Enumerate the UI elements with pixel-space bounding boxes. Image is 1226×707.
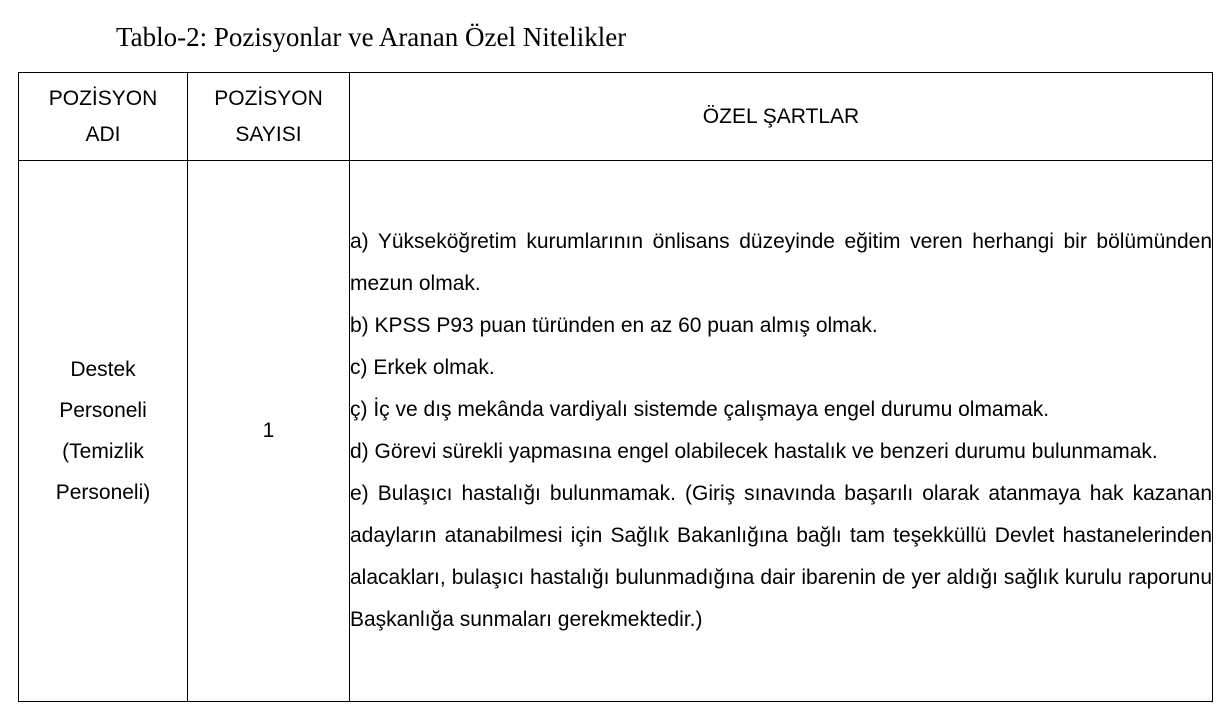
header-position-count-line-2: SAYISI <box>235 122 302 146</box>
requirement-e: e) Bulaşıcı hastalığı bulunmamak. (Giriş sınavında başarılı olarak atanmaya hak kazanan adayların atanabilmesi için Sağlık Bakanlığına bağlı tam teşekküllü Devlet hastanelerinden alacakları, bulaşıcı hastalığı bulunmadığına dair ibarenin de yer aldığı sağlık kurulu raporunu Başkanlığa sunmaları gerekmektedir.) <box>350 482 1212 631</box>
position-name-line: Personeli) <box>55 481 151 504</box>
position-name-line: Personeli <box>59 399 147 422</box>
requirement-a: a) Yükseköğretim kurumlarının önlisans düzeyinde eğitim veren herhangi bir bölümünden mezun olmak. <box>350 230 1212 295</box>
position-name-cell <box>19 161 188 702</box>
table-caption: Tablo-2: Pozisyonlar ve Aranan Özel Nitelikler <box>116 22 627 52</box>
position-name-line: (Temizlik <box>62 440 144 463</box>
header-position-name-line-2: ADI <box>85 122 121 146</box>
position-name-line: Destek <box>70 358 136 381</box>
header-position-name <box>19 73 188 161</box>
header-position-count-line-1: POZİSYON <box>214 86 323 110</box>
header-requirements: ÖZEL ŞARTLAR <box>350 73 1213 161</box>
requirement-b: b) KPSS P93 puan türünden en az 60 puan almış olmak. <box>350 314 878 337</box>
requirement-d: d) Görevi sürekli yapmasına engel olabilecek hastalık ve benzeri durumu bulunmamak. <box>350 440 1158 463</box>
positions-table <box>18 72 1213 702</box>
requirement-c-cedilla: ç) İç ve dış mekânda vardiyalı sistemde çalışmaya engel durumu olmamak. <box>350 398 1050 421</box>
header-position-count <box>188 73 350 161</box>
requirements-cell <box>350 161 1213 702</box>
header-position-name-line-1: POZİSYON <box>48 86 158 110</box>
position-count-cell: 1 <box>188 161 350 702</box>
table-header-row <box>19 73 1213 161</box>
table-row <box>19 161 1213 702</box>
requirement-c: c) Erkek olmak. <box>350 356 495 379</box>
